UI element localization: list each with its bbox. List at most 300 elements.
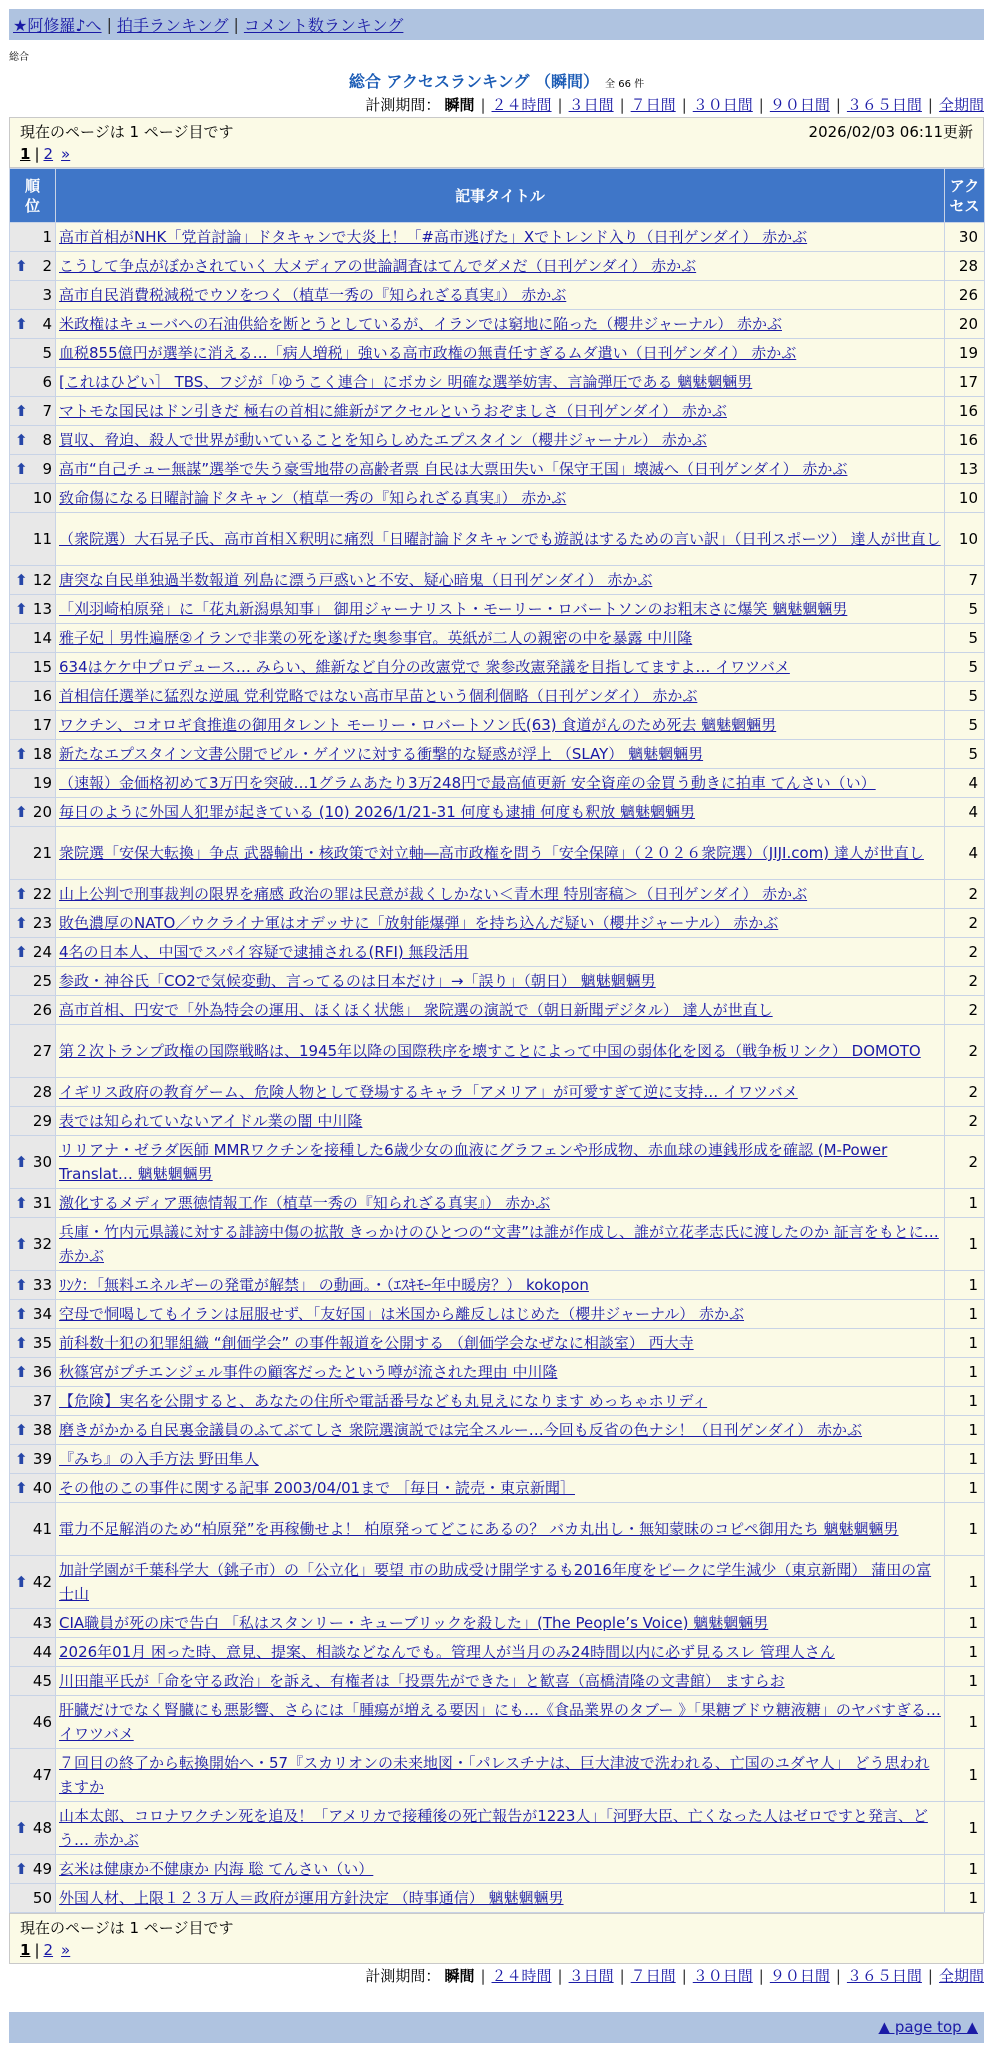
title-cell: [56, 1749, 945, 1802]
pager-separator: |: [34, 145, 40, 163]
article-title-link[interactable]: 新たなエプスタイン文書公開でビル・ゲイツに対する衝撃的な疑惑が浮上 （SLAY） 魑魅魍魎男: [59, 745, 704, 763]
access-count: 1: [945, 1855, 985, 1884]
period-option-0-bottom[interactable]: ２４時間: [491, 1967, 552, 1985]
article-title-link[interactable]: マトモな国民はドン引きだ 極右の首相に維新がアクセルというおぞましさ（日刊ゲンダイ） 赤かぶ: [59, 402, 727, 420]
title-cell: [56, 1218, 945, 1271]
access-count: 10: [945, 484, 985, 513]
title-cell: [56, 426, 945, 455]
rank-cell: [10, 769, 56, 798]
table-row: [10, 624, 985, 653]
article-title-link[interactable]: 唐突な自民単独過半数報道 列島に漂う戸惑いと不安、疑心暗鬼（日刊ゲンダイ） 赤かぶ: [59, 571, 653, 589]
rank-number: 31: [32, 1194, 52, 1212]
rank-number: 42: [32, 1573, 52, 1591]
current-page-text: 現在のページは 1 ページ目です: [20, 123, 234, 141]
rank-up-arrow-icon: ⬆: [15, 1479, 28, 1497]
table-row: [10, 653, 985, 682]
article-title-link[interactable]: 高市“自己チュー無謀”選挙で失う豪雪地帯の高齢者票 自民は大票田失い「保守王国」壊滅へ（日刊ゲンダイ） 赤かぶ: [59, 460, 848, 478]
article-title-link[interactable]: CIA職員が死の床で告白 「私はスタンリー・キューブリックを殺した」(The People’s Voice) 魑魅魍魎男: [59, 1614, 769, 1632]
period-separator: |: [557, 1967, 563, 1985]
title-cell: [56, 880, 945, 909]
total-count: 全 66 件: [605, 79, 645, 90]
top-nav-bar: [9, 9, 984, 40]
table-row: [10, 711, 985, 740]
pager-current-page-bottom: 1: [20, 1941, 31, 1959]
rank-number: 29: [32, 1112, 52, 1130]
rank-cell: [10, 1884, 56, 1913]
rank-cell: [10, 513, 56, 566]
ranking-title-row: [9, 71, 984, 93]
table-row: [10, 1696, 985, 1749]
rank-number: 9: [42, 460, 52, 478]
pager-separator: |: [34, 1941, 40, 1959]
table-row: [10, 223, 985, 252]
header-rank: [10, 169, 56, 223]
rank-number: 12: [32, 571, 52, 589]
title-cell: [56, 682, 945, 711]
period-separator: |: [681, 1967, 687, 1985]
rank-cell: [10, 682, 56, 711]
pagination-box-top: [9, 117, 984, 168]
table-row: [10, 1329, 985, 1358]
article-title-link[interactable]: 4名の日本人、中国でスパイ容疑で逮捕される(RFI) 無段活用: [59, 943, 469, 961]
rank-cell: [10, 653, 56, 682]
rank-number: 14: [32, 629, 52, 647]
title-cell: [56, 566, 945, 595]
period-selector: [9, 93, 984, 117]
article-title-link[interactable]: （衆院選）大石晃子氏、高市首相Ｘ釈明に痛烈「日曜討論ドタキャンでも遊説はするための言い訳」（日刊スポーツ） 達人が世直し: [59, 530, 941, 548]
rank-number: 5: [42, 344, 52, 362]
table-row: [10, 566, 985, 595]
pager-bottom: [20, 1939, 973, 1961]
access-count: 1: [945, 1884, 985, 1913]
period-separator: |: [835, 96, 841, 114]
title-cell: [56, 1300, 945, 1329]
period-separator: |: [619, 1967, 625, 1985]
rank-number: 27: [32, 1042, 52, 1060]
title-cell: [56, 1416, 945, 1445]
table-row: [10, 1387, 985, 1416]
article-title-link[interactable]: 兵庫・竹内元県議に対する誹謗中傷の拡散 きっかけのひとつの“文書”は誰が作成し、誰が立花孝志氏に渡したのか 証言をもとに… 赤かぶ: [59, 1223, 939, 1265]
period-option-1-bottom[interactable]: ３日間: [568, 1967, 614, 1985]
table-row: [10, 1300, 985, 1329]
article-title-link[interactable]: 激化するメディア悪徳情報工作（植草一秀の『知られざる真実』） 赤かぶ: [59, 1194, 551, 1212]
period-option-3[interactable]: ３０日間: [692, 96, 753, 114]
page-top-link[interactable]: ▲ page top ▲: [878, 2018, 978, 2036]
table-row: [10, 1189, 985, 1218]
table-row: [10, 1638, 985, 1667]
access-count: 4: [945, 798, 985, 827]
article-title-link[interactable]: こうして争点がぼかされていく 大メディアの世論調査はてんでダメだ（日刊ゲンダイ） 赤かぶ: [59, 257, 697, 275]
period-separator: |: [557, 96, 563, 114]
table-row: [10, 1218, 985, 1271]
rank-number: 36: [32, 1363, 52, 1381]
access-count: 2: [945, 938, 985, 967]
access-count: 2: [945, 1078, 985, 1107]
period-label: 計測期間：: [365, 96, 441, 114]
rank-number: 22: [32, 885, 52, 903]
rank-up-arrow-icon: ⬆: [15, 1276, 28, 1294]
rank-number: 23: [32, 914, 52, 932]
title-cell: [56, 484, 945, 513]
title-cell: [56, 1189, 945, 1218]
rank-number: 3: [42, 286, 52, 304]
article-title-link[interactable]: （速報）金価格初めて3万円を突破…1グラムあたり3万248円で最高値更新 安全資産の金買う動きに拍車 てんさい（い）: [59, 774, 876, 792]
header-access-label: アク セス: [949, 176, 980, 215]
rank-up-arrow-icon: ⬆: [15, 1573, 28, 1591]
access-count: 2: [945, 880, 985, 909]
article-title-link[interactable]: 雅子妃｜男性遍歴②イランで非業の死を遂げた奥参事官。英紙が二人の親密の中を暴露 中川隆: [59, 629, 693, 647]
article-title-link[interactable]: ワクチン、コオロギ食推進の御用タレント モーリー・ロバートソン氏(63) 食道がんのため死去 魑魅魍魎男: [59, 716, 777, 734]
title-cell: [56, 368, 945, 397]
article-title-link[interactable]: 表では知られていないアイドル業の闇 中川隆: [59, 1112, 363, 1130]
title-cell: [56, 624, 945, 653]
rank-up-arrow-icon: ⬆: [15, 571, 28, 589]
table-row: [10, 310, 985, 339]
table-row: [10, 1503, 985, 1556]
rank-cell: [10, 397, 56, 426]
table-row: [10, 938, 985, 967]
rank-cell: [10, 996, 56, 1025]
rank-number: 24: [32, 943, 52, 961]
access-count: 5: [945, 624, 985, 653]
rank-cell: [10, 1503, 56, 1556]
title-cell: [56, 1609, 945, 1638]
rank-cell: [10, 1189, 56, 1218]
article-title-link[interactable]: 玄米は健康か不健康か 内海 聡 てんさい（い）: [59, 1860, 374, 1878]
pager-link-2-bottom[interactable]: »: [61, 1941, 71, 1959]
rank-number: 7: [42, 402, 52, 420]
period-option-4-bottom[interactable]: ９０日間: [769, 1967, 830, 1985]
title-cell: [56, 711, 945, 740]
period-option-6[interactable]: 全期間: [938, 96, 984, 114]
rank-number: 48: [32, 1819, 52, 1837]
article-title-link[interactable]: [これはひどい］ TBS、フジが「ゆうこく連合」にボカシ 明確な選挙妨害、言論弾圧である 魑魅魍魎男: [59, 373, 753, 391]
article-title-link[interactable]: 空母で恫喝してもイランは屈服せず、「友好国」は米国から離反しはじめた（櫻井ジャーナル） 赤かぶ: [59, 1305, 745, 1323]
rank-cell: [10, 624, 56, 653]
rank-cell: [10, 798, 56, 827]
rank-cell: [10, 1556, 56, 1609]
rank-up-arrow-icon: ⬆: [15, 600, 28, 618]
article-title-link[interactable]: 山上公判で刑事裁判の限界を痛感 政治の罪は民意が裁くしかない＜青木理 特別寄稿＞（日刊ゲンダイ） 赤かぶ: [59, 885, 808, 903]
rank-up-arrow-icon: ⬆: [15, 803, 28, 821]
rank-cell: [10, 1802, 56, 1855]
period-option-2[interactable]: ７日間: [630, 96, 676, 114]
access-count: 19: [945, 339, 985, 368]
rank-number: 26: [32, 1001, 52, 1019]
table-row: [10, 1749, 985, 1802]
rank-up-arrow-icon: ⬆: [15, 1860, 28, 1878]
period-option-5[interactable]: ３６５日間: [846, 96, 922, 114]
rank-number: 6: [42, 373, 52, 391]
title-cell: [56, 339, 945, 368]
updated-timestamp: 2026/02/03 06:11更新: [808, 123, 973, 141]
table-row: [10, 1445, 985, 1474]
period-separator: |: [927, 96, 933, 114]
access-count: 1: [945, 1696, 985, 1749]
access-count: 1: [945, 1218, 985, 1271]
article-title-link[interactable]: 電力不足解消のため“柏原発”を再稼働せよ！ 柏原発ってどこにあるの？ バカ丸出し・無知蒙昧のコピペ御用たち 魑魅魍魎男: [59, 1520, 899, 1538]
rank-number: 25: [32, 972, 52, 990]
rank-number: 17: [32, 716, 52, 734]
period-option-2-bottom[interactable]: ７日間: [630, 1967, 676, 1985]
rank-up-arrow-icon: ⬆: [15, 431, 28, 449]
access-count: 1: [945, 1387, 985, 1416]
table-row: [10, 1271, 985, 1300]
rank-number: 10: [32, 489, 52, 507]
article-title-link[interactable]: イギリス政府の教育ゲーム、危険人物として登場するキャラ「アメリア」が可愛すぎて逆に支持… イワツバメ: [59, 1083, 798, 1101]
table-row: [10, 967, 985, 996]
rank-number: 37: [32, 1392, 52, 1410]
article-title-link[interactable]: 米政権はキューバへの石油供給を断とうとしているが、イランでは窮地に陥った（櫻井ジャーナル） 赤かぶ: [59, 315, 782, 333]
nav-separator: |: [233, 15, 239, 34]
title-cell: [56, 1556, 945, 1609]
table-row: [10, 484, 985, 513]
access-count: 4: [945, 769, 985, 798]
rank-up-arrow-icon: ⬆: [15, 1363, 28, 1381]
rank-number: 16: [32, 687, 52, 705]
article-title-link[interactable]: 血税855億円が選挙に消える…「病人増税」強いる高市政権の無責任すぎるムダ遣い（日刊ゲンダイ） 赤かぶ: [59, 344, 797, 362]
article-title-link[interactable]: 【危険】実名を公開すると、あなたの住所や電話番号なども丸見えになります めっちゃホリディ: [59, 1392, 708, 1410]
nav-link-asyura[interactable]: ★阿修羅♪へ: [13, 16, 102, 35]
period-selector-bottom: [9, 1964, 984, 1988]
access-count: 20: [945, 310, 985, 339]
table-row: [10, 996, 985, 1025]
rank-cell: [10, 967, 56, 996]
access-count: 26: [945, 281, 985, 310]
rank-cell: [10, 1749, 56, 1802]
rank-number: 1: [42, 228, 52, 246]
table-row: [10, 455, 985, 484]
title-cell: [56, 223, 945, 252]
rank-number: 38: [32, 1421, 52, 1439]
rank-number: 50: [32, 1889, 52, 1907]
title-cell: [56, 1078, 945, 1107]
rank-cell: [10, 1271, 56, 1300]
table-row: [10, 1107, 985, 1136]
rank-number: 18: [32, 745, 52, 763]
article-title-link[interactable]: 加計学園が千葉科学大（銚子市）の「公立化」要望 市の助成受け開学するも2016年度をピークに学生減少（東京新聞） 蒲田の富士山: [59, 1561, 932, 1603]
access-count: 16: [945, 426, 985, 455]
table-row: [10, 368, 985, 397]
period-separator: |: [480, 96, 486, 114]
article-title-link[interactable]: リリアナ・ゼラダ医師 MMRワクチンを接種した6歳少女の血液にグラフェンや形成物、赤血球の連銭形成を確認 (M-Power Translat… 魑魅魍魎男: [59, 1141, 888, 1183]
access-count: 1: [945, 1556, 985, 1609]
article-title-link[interactable]: その他のこの事件に関する記事 2003/04/01まで ［毎日・読売・東京新聞］: [59, 1479, 575, 1497]
title-cell: [56, 1025, 945, 1078]
rank-cell: [10, 223, 56, 252]
article-title-link[interactable]: 前科数十犯の犯罪組織 “創価学会” の事件報道を公開する （創価学会なぜなに相談室） 西大寺: [59, 1334, 694, 1352]
title-cell: [56, 1387, 945, 1416]
title-cell: [56, 1271, 945, 1300]
title-cell: [56, 1329, 945, 1358]
rank-cell: [10, 310, 56, 339]
article-title-link[interactable]: 川田龍平氏が「命を守る政治」を訴え、有権者は「投票先ができた」と歓喜（高橋清隆の文書館） ますらお: [59, 1672, 785, 1690]
period-option-3-bottom[interactable]: ３０日間: [692, 1967, 753, 1985]
access-count: 5: [945, 682, 985, 711]
rank-cell: [10, 252, 56, 281]
rank-cell: [10, 1025, 56, 1078]
footer-bar: [9, 2012, 984, 2043]
rank-up-arrow-icon: ⬆: [15, 745, 28, 763]
rank-number: 45: [32, 1672, 52, 1690]
nav-link-comment-ranking[interactable]: コメント数ランキング: [243, 16, 404, 35]
header-rank-label: 順 位: [24, 176, 40, 215]
access-count: 2: [945, 909, 985, 938]
rank-cell: [10, 1609, 56, 1638]
pagination-box-bottom: [9, 1913, 984, 1964]
rank-number: 46: [32, 1713, 52, 1731]
article-title-link[interactable]: 肝臓だけでなく腎臓にも悪影響、さらには「腫瘍が増える要因」にも…《食品業界のタブー 》「果糖ブドウ糖液糖」のヤバすぎる… イワツバメ: [59, 1701, 941, 1743]
table-row: [10, 1025, 985, 1078]
nav-link-clap-ranking[interactable]: 拍手ランキング: [116, 16, 229, 35]
rank-cell: [10, 484, 56, 513]
table-row: [10, 798, 985, 827]
rank-up-arrow-icon: ⬆: [15, 1153, 28, 1171]
access-count: 5: [945, 653, 985, 682]
article-title-link[interactable]: 磨きがかかる自民裏金議員のふてぶてしさ 衆院選演説では完全スルー…今回も反省の色ナシ！（日刊ゲンダイ） 赤かぶ: [59, 1421, 863, 1439]
current-page-text-bottom: 現在のページは 1 ページ目です: [20, 1919, 234, 1937]
access-count: 5: [945, 711, 985, 740]
article-title-link[interactable]: 首相信任選挙に猛烈な逆風 党利党略ではない高市早苗という個利個略（日刊ゲンダイ） 赤かぶ: [59, 687, 698, 705]
article-title-link[interactable]: 衆院選「安保大転換」争点 武器輸出・核政策で対立軸―高市政権を問う「安全保障」（２０２６衆院選）（JIJI.com) 達人が世直し: [59, 844, 924, 862]
period-option-6-bottom[interactable]: 全期間: [938, 1967, 984, 1985]
article-title-link[interactable]: ﾘﾝｸ：「無料エネルギーの発電が解禁」 の動画。・（ｴｽｷﾓｰ年中暖房？） kokopon: [59, 1276, 589, 1294]
access-count: 2: [945, 967, 985, 996]
title-cell: [56, 1696, 945, 1749]
title-cell: [56, 827, 945, 880]
article-title-link[interactable]: 毎日のように外国人犯罪が起きている (10) 2026/1/21-31 何度も逮捕 何度も釈放 魑魅魍魎男: [59, 803, 696, 821]
table-row: [10, 1884, 985, 1913]
rank-number: 33: [32, 1276, 52, 1294]
pager-current-page: 1: [20, 145, 31, 163]
table-row: [10, 1609, 985, 1638]
pager-link-1[interactable]: 2: [43, 145, 54, 163]
table-row: [10, 1358, 985, 1387]
access-count: 7: [945, 566, 985, 595]
article-title-link[interactable]: 高市首相がNHK「党首討論」ドタキャンで大炎上！「#高市逃げた」Xでトレンド入り（日刊ゲンダイ） 赤かぶ: [59, 228, 808, 246]
rank-number: 13: [32, 600, 52, 618]
rank-cell: [10, 281, 56, 310]
pager-link-1-bottom[interactable]: 2: [43, 1941, 54, 1959]
article-title-link[interactable]: 「刈羽崎柏原発」に「花丸新潟県知事」 御用ジャーナリスト・モーリー・ロバートソンのお粗末さに爆笑 魑魅魍魎男: [59, 600, 848, 618]
table-row: [10, 1667, 985, 1696]
rank-number: 40: [32, 1479, 52, 1497]
period-separator: |: [758, 1967, 764, 1985]
access-count: 2: [945, 1025, 985, 1078]
title-cell: [56, 1638, 945, 1667]
table-row: [10, 1416, 985, 1445]
table-row: [10, 682, 985, 711]
rank-number: 19: [32, 774, 52, 792]
table-row: [10, 1474, 985, 1503]
rank-up-arrow-icon: ⬆: [15, 1450, 28, 1468]
table-row: [10, 740, 985, 769]
access-count: 1: [945, 1609, 985, 1638]
title-cell: [56, 996, 945, 1025]
access-count: 28: [945, 252, 985, 281]
title-cell: [56, 798, 945, 827]
rank-up-arrow-icon: ⬆: [15, 1194, 28, 1212]
title-cell: [56, 1107, 945, 1136]
rank-cell: [10, 368, 56, 397]
pager-link-2[interactable]: »: [61, 145, 71, 163]
article-title-link[interactable]: 参政・神谷氏「CO2で気候変動、言ってるのは日本だけ」→「誤り」（朝日） 魑魅魍魎男: [59, 972, 656, 990]
period-option-0[interactable]: ２４時間: [491, 96, 552, 114]
title-cell: [56, 1445, 945, 1474]
article-title-link[interactable]: 外国人材、上限１２３万人＝政府が運用方針決定 （時事通信） 魑魅魍魎男: [59, 1889, 564, 1907]
title-cell: [56, 1802, 945, 1855]
access-count: 1: [945, 1667, 985, 1696]
access-count: 17: [945, 368, 985, 397]
article-title-link[interactable]: 2026年01月 困った時、意見、提案、相談などなんでも。管理人が当月のみ24時間以内に必ず見るスレ 管理人さん: [59, 1643, 835, 1661]
title-cell: [56, 310, 945, 339]
rank-cell: [10, 1300, 56, 1329]
rank-cell: [10, 1387, 56, 1416]
access-count: 1: [945, 1638, 985, 1667]
table-row: [10, 880, 985, 909]
article-title-link[interactable]: 634はケケ中プロデュース… みらい、維新など自分の改憲党で 衆参改憲発議を目指してますよ… イワツバメ: [59, 658, 790, 676]
title-cell: [56, 595, 945, 624]
period-option-5-bottom[interactable]: ３６５日間: [846, 1967, 922, 1985]
table-row: [10, 909, 985, 938]
access-count: 1: [945, 1271, 985, 1300]
access-count: 30: [945, 223, 985, 252]
article-title-link[interactable]: 高市自民消費税減税でウソをつく（植草一秀の『知られざる真実』） 赤かぶ: [59, 286, 567, 304]
rank-cell: [10, 1445, 56, 1474]
rank-cell: [10, 1638, 56, 1667]
rank-number: 35: [32, 1334, 52, 1352]
rank-cell: [10, 880, 56, 909]
article-title-link[interactable]: 高市首相、円安で「外為特会の運用、ほくほく状態」 衆院選の演説で（朝日新聞デジタル） 達人が世直し: [59, 1001, 773, 1019]
title-cell: [56, 938, 945, 967]
header-title: 記事タイトル: [56, 169, 945, 223]
period-option-4[interactable]: ９０日間: [769, 96, 830, 114]
article-title-link[interactable]: 山本太郎、コロナワクチン死を追及！「アメリカで接種後の死亡報告が1223人」「河野大臣、亡くなった人はゼロですと発言、どう… 赤かぶ: [59, 1807, 928, 1849]
article-title-link[interactable]: 買収、脅迫、殺人で世界が動いていることを知らしめたエプスタイン（櫻井ジャーナル） 赤かぶ: [59, 431, 707, 449]
title-cell: [56, 740, 945, 769]
table-row: [10, 1556, 985, 1609]
article-title-link[interactable]: 『みち』の入手方法 野田隼人: [59, 1450, 259, 1468]
rank-number: 44: [32, 1643, 52, 1661]
rank-number: 2: [42, 257, 52, 275]
rank-cell: [10, 566, 56, 595]
access-count: 1: [945, 1300, 985, 1329]
rank-cell: [10, 1855, 56, 1884]
title-cell: [56, 967, 945, 996]
article-title-link[interactable]: 致命傷になる日曜討論ドタキャン（植草一秀の『知られざる真実』） 赤かぶ: [59, 489, 567, 507]
title-cell: [56, 1884, 945, 1913]
category-label: 総合: [9, 52, 29, 63]
article-title-link[interactable]: 第２次トランプ政権の国際戦略は、1945年以降の国際秩序を壊すことによって中国の弱体化を図る（戦争板リンク） DOMOTO: [59, 1042, 921, 1060]
period-option-1[interactable]: ３日間: [568, 96, 614, 114]
rank-number: 47: [32, 1766, 52, 1784]
access-count: 1: [945, 1358, 985, 1387]
access-count: 2: [945, 1136, 985, 1189]
table-row: [10, 1802, 985, 1855]
article-title-link[interactable]: 秋篠宮がプチエンジェル事件の顧客だったという噂が流された理由 中川隆: [59, 1363, 558, 1381]
rank-cell: [10, 426, 56, 455]
rank-cell: [10, 1667, 56, 1696]
table-row: [10, 827, 985, 880]
rank-cell: [10, 1358, 56, 1387]
title-cell: [56, 1474, 945, 1503]
title-cell: [56, 513, 945, 566]
rank-cell: [10, 827, 56, 880]
article-title-link[interactable]: ７回目の終了から転換開始へ・57『スカリオンの未来地図・「パレスチナは、巨大津波で洗われる、亡国のユダヤ人」 どう思われますか: [59, 1754, 930, 1796]
rank-number: 30: [32, 1153, 52, 1171]
article-title-link[interactable]: 敗色濃厚のNATO／ウクライナ軍はオデッサに「放射能爆弾」を持ち込んだ疑い（櫻井ジャーナル） 赤かぶ: [59, 914, 779, 932]
rank-up-arrow-icon: ⬆: [15, 1235, 28, 1253]
